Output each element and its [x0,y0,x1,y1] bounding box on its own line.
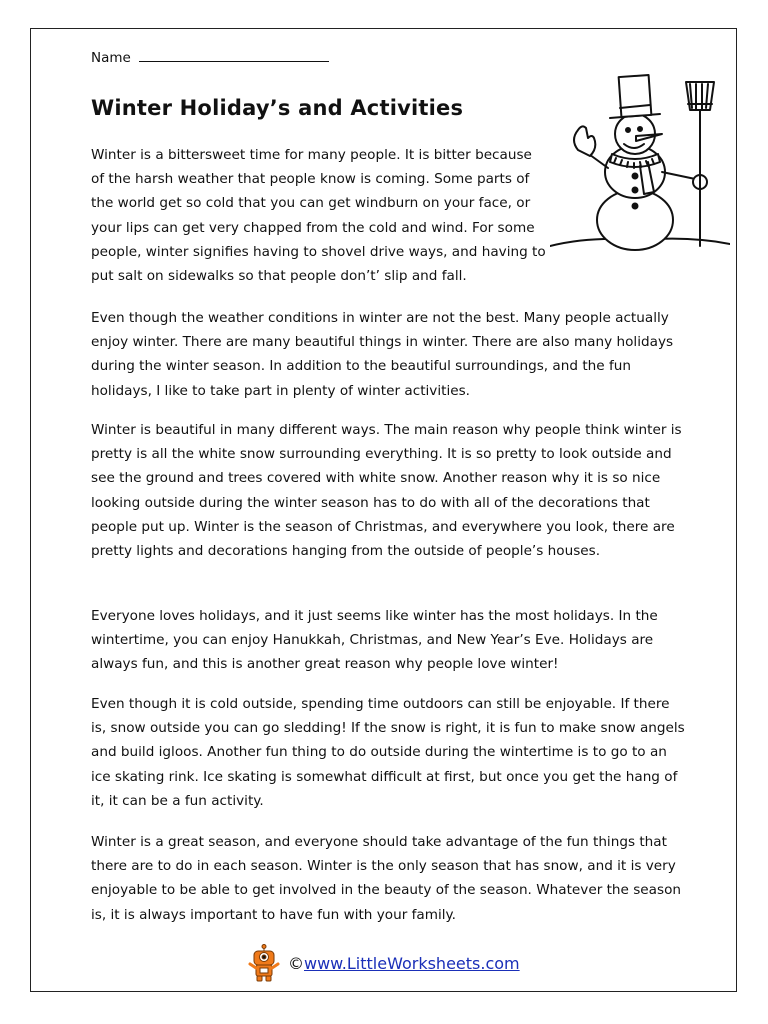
paragraph-3: Winter is beautiful in many different ways. The main reason why people think winter is pretty is all the white snow surrounding everything. It is so pretty to look outside and see the ground and trees covered with white snow. Another reason why it is so nice looking outside during the winter season has to do with all of the decorations that people put up. Winter is the season of Christmas, and everywhere you look, there are pretty lights and decorations hanging from the outside of people’s houses. [91,422,682,560]
robot-mascot-icon [246,944,282,982]
paragraph-4: Everyone loves holidays, and it just seems like winter has the most holidays. In the wintertime, you can enjoy Hanukkah, Christmas, and New Year’s Eve. Holidays are always fun, and this is another great reason why people love winter! [91,608,658,673]
footer [246,944,520,982]
worksheet-title: Winter Holiday’s and Activities [91,96,464,120]
paragraph-6: Winter is a great season, and everyone should take advantage of the fun things that there are to do in each season. Winter is the only season that has snow, and it is very enjoyable to be able to get involved in the beauty of the season. Whatever the season is, it is always important to have fun with your family. [91,834,682,923]
paragraph-5: Even though it is cold outside, spending time outdoors can still be enjoyable. If there is, snow outside you can go sledding! If the snow is right, it is fun to make snow angels and build igloos. Another fun thing to do outside during the wintertime is to go to an ice skating rink. Ice skating is somewhat difficult at first, but once you get the hang of it, it can be a fun activity. [91,696,685,809]
website-link[interactable]: www.LittleWorksheets.com [304,953,520,973]
paragraph-1: Winter is a bittersweet time for many people. It is bitter because of the harsh weather that people know is coming. Some parts of the world get so cold that you can get windburn on your face, or your lips can get very chapped from the cold and wind. For some people, winter signifies having to shovel drive ways, and having to put salt on sidewalks so that people don’t’ slip and fall. [91,147,546,285]
copyright-symbol: © [288,953,304,973]
name-label: Name [91,50,131,66]
paragraph-2: Even though the weather conditions in winter are not the best. Many people actually enjoy winter. There are many beautiful things in winter. There are also many holidays during the winter season. In addition to the beautiful surroundings, and the fun holidays, I like to take part in plenty of winter activities. [91,310,674,399]
name-blank-line[interactable] [139,47,329,62]
name-field[interactable] [91,47,329,68]
snowman-icon [550,68,730,278]
